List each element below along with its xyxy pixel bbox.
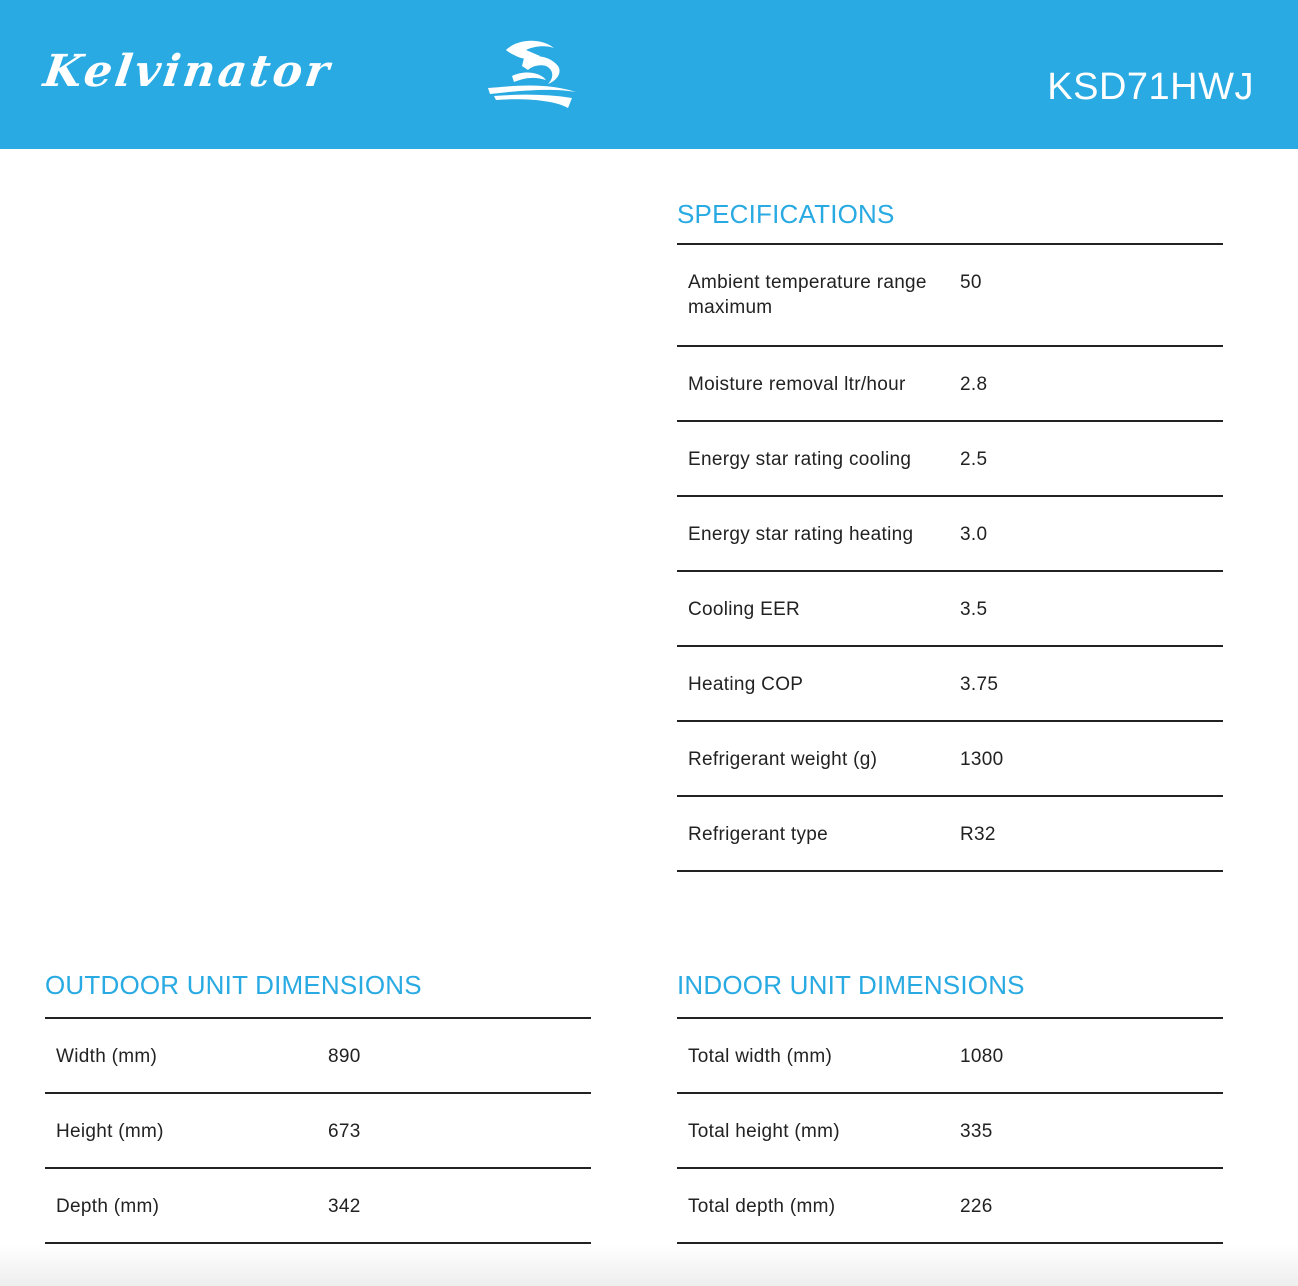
spec-value: 2.8: [960, 374, 988, 395]
dimension-label: Depth (mm): [56, 1196, 160, 1217]
dimension-value: 342: [328, 1196, 361, 1217]
spec-label: Refrigerant type: [688, 824, 828, 845]
spec-row: [677, 245, 1223, 347]
brand-wordmark: Kelvinator: [40, 46, 336, 97]
dimension-label: Total depth (mm): [688, 1196, 836, 1217]
spec-value: 3.75: [960, 674, 999, 695]
dimension-value: 335: [960, 1121, 993, 1142]
dimension-label: Total height (mm): [688, 1121, 840, 1142]
spec-label: Energy star rating cooling: [688, 449, 912, 470]
spec-row: [677, 722, 1223, 797]
dimension-row: [677, 1094, 1223, 1169]
spec-label: Refrigerant weight (g): [688, 749, 878, 770]
spec-row: [677, 647, 1223, 722]
indoor-dimensions-table: [677, 1017, 1223, 1244]
spec-value: 3.5: [960, 599, 988, 620]
spec-row: [677, 347, 1223, 422]
spec-value: 2.5: [960, 449, 988, 470]
spec-value: R32: [960, 824, 996, 845]
outdoor-dimensions-table: [45, 1017, 591, 1244]
dimension-row: [45, 1169, 591, 1244]
dimension-value: 890: [328, 1046, 361, 1067]
dimension-label: Height (mm): [56, 1121, 164, 1142]
spec-row: [677, 572, 1223, 647]
outdoor-dimensions-title: OUTDOOR UNIT DIMENSIONS: [45, 970, 422, 1000]
model-number: KSD71HWJ: [1047, 66, 1254, 108]
indoor-dimensions-section: [677, 970, 1223, 1244]
dimension-label: Total width (mm): [688, 1046, 833, 1067]
spec-row: [677, 797, 1223, 872]
page-bottom-shade: [0, 1244, 1298, 1286]
spec-row: [677, 497, 1223, 572]
dimension-row: [677, 1169, 1223, 1244]
specifications-section: [677, 199, 1223, 872]
dimension-value: 1080: [960, 1046, 1004, 1067]
dimension-row: [45, 1019, 591, 1094]
page-header: [0, 0, 1298, 149]
dimension-label: Width (mm): [56, 1046, 158, 1067]
spec-label: Moisture removal ltr/hour: [688, 374, 906, 395]
dimension-value: 226: [960, 1196, 993, 1217]
dimension-row: [45, 1094, 591, 1169]
dimension-row: [677, 1019, 1223, 1094]
spec-label: Energy star rating heating: [688, 524, 914, 545]
spec-value: 50: [960, 272, 982, 293]
spec-label: Heating COP: [688, 674, 804, 695]
spec-row: [677, 422, 1223, 497]
specifications-table: [677, 243, 1223, 872]
dimension-value: 673: [328, 1121, 361, 1142]
spec-value: 3.0: [960, 524, 988, 545]
indoor-dimensions-title: INDOOR UNIT DIMENSIONS: [677, 970, 1025, 1000]
kelvinator-logo-icon: [484, 36, 580, 110]
specifications-title: SPECIFICATIONS: [677, 199, 895, 229]
spec-value: 1300: [960, 749, 1004, 770]
spec-label: Cooling EER: [688, 599, 801, 620]
outdoor-dimensions-section: [45, 970, 591, 1244]
spec-label: Ambient temperature range maximum: [688, 272, 927, 318]
